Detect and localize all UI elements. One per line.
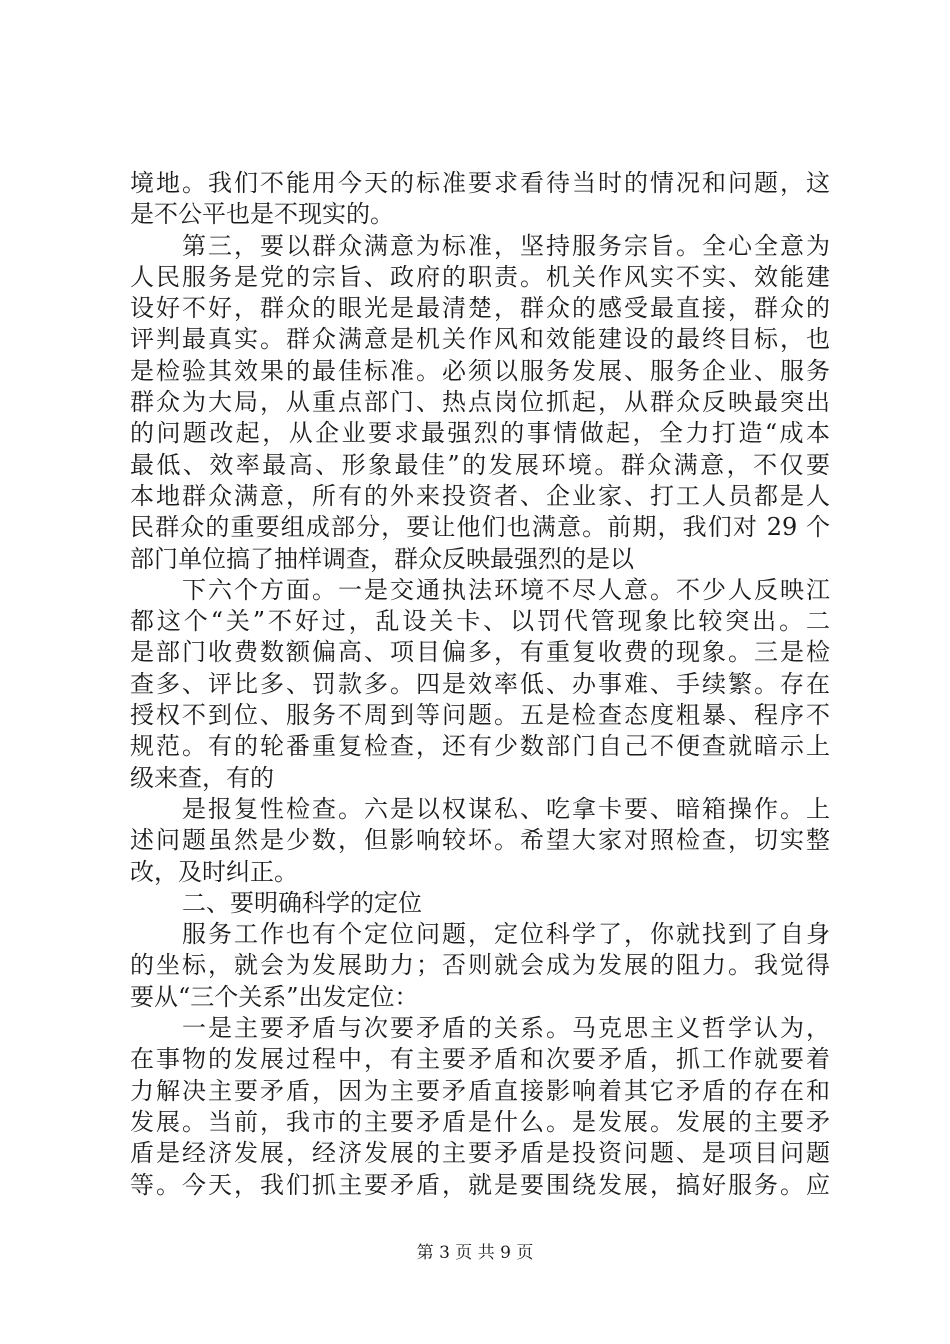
text-line: 在事物的发展过程中，有主要矛盾和次要矛盾，抓工作就要着 xyxy=(130,1045,830,1074)
text-line: 最低、效率最高、形象最佳”的发展环境。群众满意，不仅要 xyxy=(130,450,830,479)
text-line: 是检验其效果的最佳标准。必须以服务发展、服务企业、服务 xyxy=(130,356,830,385)
section-heading: 二、要明确科学的定位 xyxy=(182,888,422,917)
text-line: 要从“三个关系”出发定位： xyxy=(130,982,419,1011)
text-line: 都这个“关”不好过，乱设关卡、以罚代管现象比较突出。二 xyxy=(130,607,830,636)
paragraph-start-line: 是报复性检查。六是以权谋私、吃拿卡要、暗箱操作。上 xyxy=(182,794,830,823)
text-line: 盾是经济发展，经济发展的主要矛盾是投资问题、是项目问题 xyxy=(130,1139,830,1168)
text-line: 本地群众满意，所有的外来投资者、企业家、打工人员都是人 xyxy=(130,481,830,510)
text-line: 是部门收费数额偏高、项目偏多，有重复收费的现象。三是检 xyxy=(130,638,830,667)
text-line: 查多、评比多、罚款多。四是效率低、办事难、手续繁。存在 xyxy=(130,669,830,698)
text-line: 授权不到位、服务不周到等问题。五是检查态度粗暴、程序不 xyxy=(130,701,830,730)
text-line: 的问题改起，从企业要求最强烈的事情做起，全力打造“成本 xyxy=(130,419,830,448)
text-line: 民群众的重要组成部分，要让他们也满意。前期，我们对 29 个 xyxy=(130,513,830,542)
text-line: 改，及时纠正。 xyxy=(130,857,298,886)
text-line: 部门单位搞了抽样调查，群众反映最强烈的是以 xyxy=(130,544,634,573)
text-line: 规范。有的轮番重复检查，还有少数部门自己不便查就暗示上 xyxy=(130,732,830,761)
text-line: 发展。当前，我市的主要矛盾是什么。是发展。发展的主要矛 xyxy=(130,1107,830,1136)
text-line: 述问题虽然是少数，但影响较坏。希望大家对照检查，切实整 xyxy=(130,826,830,855)
text-line: 群众为大局，从重点部门、热点岗位抓起，从群众反映最突出 xyxy=(130,388,830,417)
page-number-footer: 第 3 页 共 9 页 xyxy=(416,1243,534,1263)
text-line: 的坐标，就会为发展助力；否则就会成为发展的阻力。我觉得 xyxy=(130,951,830,980)
text-line: 评判最真实。群众满意是机关作风和效能建设的最终目标，也 xyxy=(130,325,830,354)
paragraph-start-line: 服务工作也有个定位问题，定位科学了，你就找到了自身 xyxy=(182,920,830,949)
document-body xyxy=(130,168,830,1201)
text-line: 等。今天，我们抓主要矛盾，就是要围绕发展，搞好服务。应 xyxy=(130,1170,830,1199)
paragraph-start-line: 第三，要以群众满意为标准，坚持服务宗旨。全心全意为 xyxy=(182,231,830,260)
text-line: 人民服务是党的宗旨、政府的职责。机关作风实不实、效能建 xyxy=(130,262,830,291)
text-line: 级来查，有的 xyxy=(130,763,274,792)
text-line: 设好不好，群众的眼光是最清楚，群众的感受最直接，群众的 xyxy=(130,294,830,323)
paragraph-start-line: 下六个方面。一是交通执法环境不尽人意。不少人反映江 xyxy=(182,575,830,604)
text-line: 境地。我们不能用今天的标准要求看待当时的情况和问题，这 xyxy=(130,169,830,197)
text-line: 力解决主要矛盾，因为主要矛盾直接影响着其它矛盾的存在和 xyxy=(130,1076,830,1105)
paragraph-start-line: 一是主要矛盾与次要矛盾的关系。马克思主义哲学认为， xyxy=(182,1014,830,1043)
text-line: 是不公平也是不现实的。 xyxy=(130,200,394,229)
